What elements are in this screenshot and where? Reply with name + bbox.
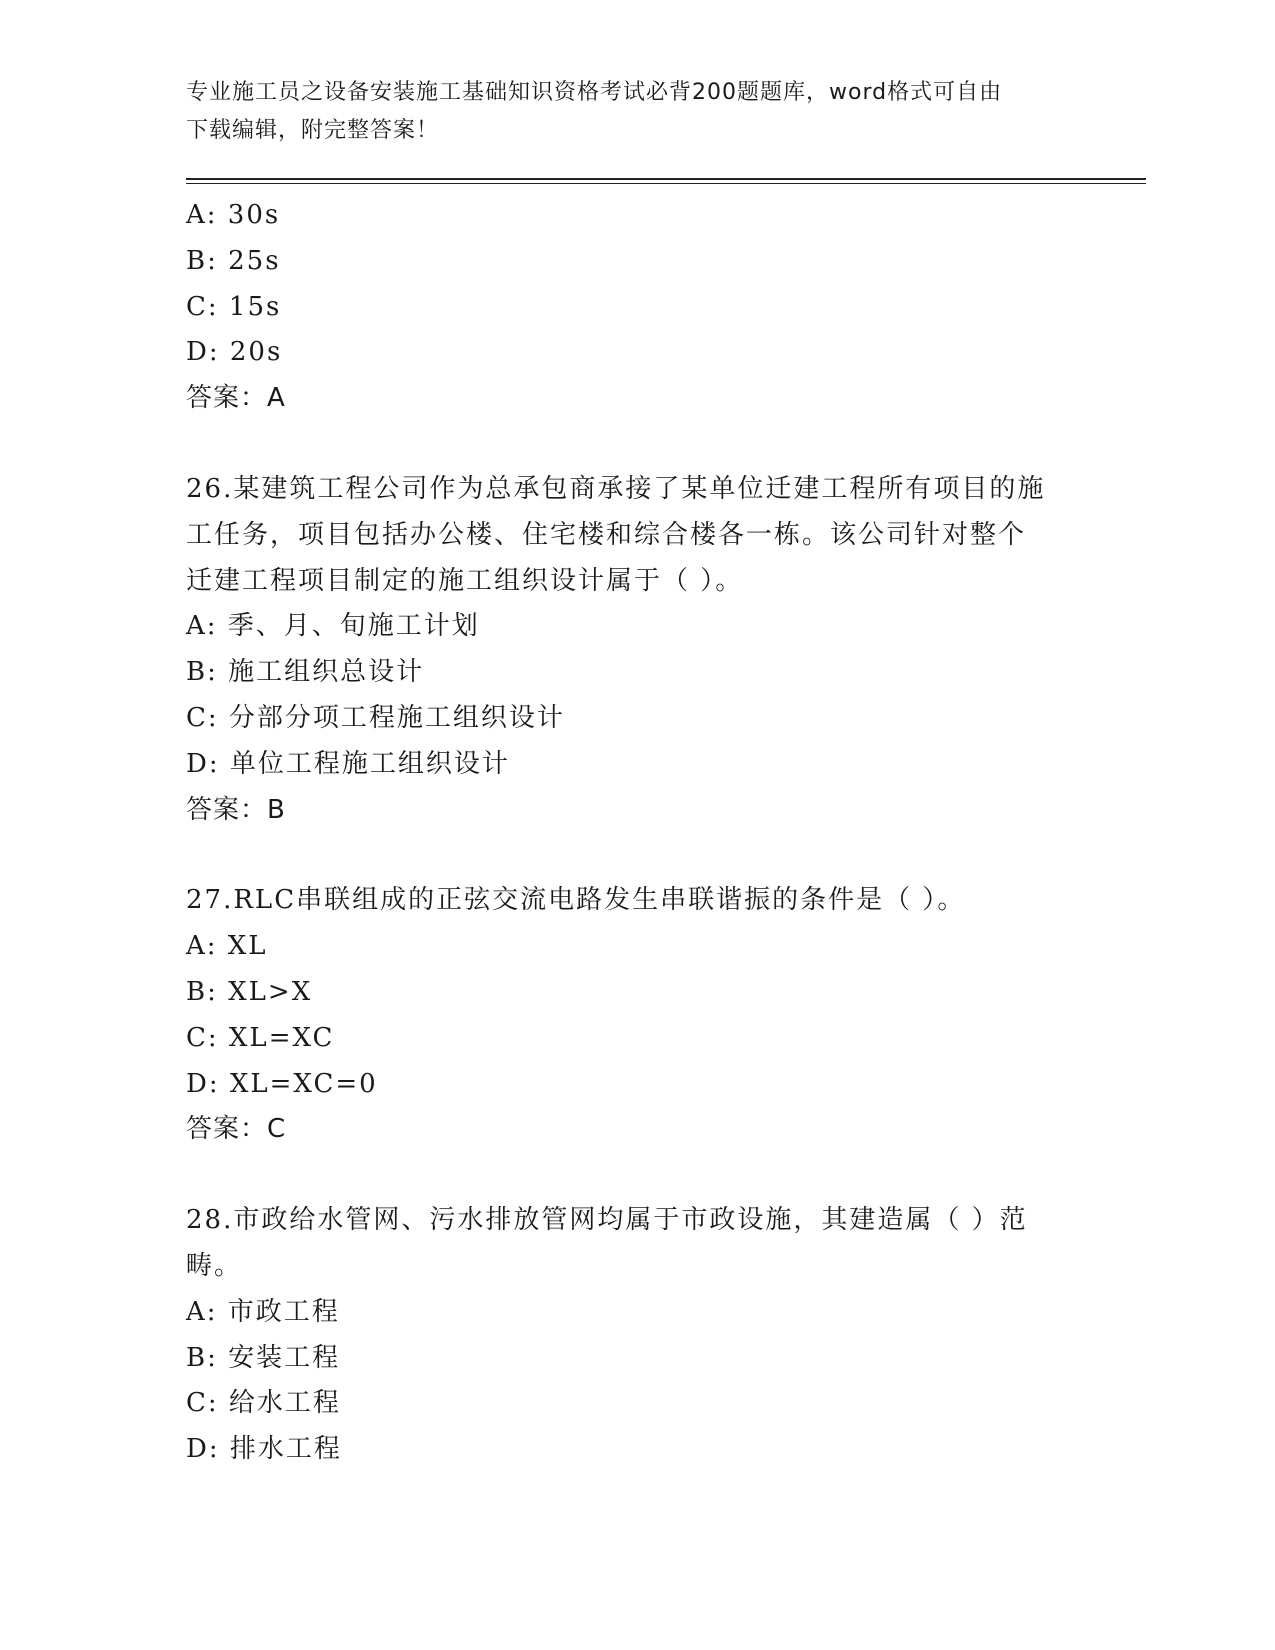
option-a: A: 30s bbox=[186, 200, 281, 230]
option-d: D: 20s bbox=[186, 337, 283, 368]
header-line-1: 专业施工员之设备安装施工基础知识资格考试必背200题题库，word格式可自由 bbox=[186, 80, 1003, 105]
spacer bbox=[186, 422, 1086, 467]
option-b: B: 安装工程 bbox=[186, 1342, 341, 1373]
option-c: C: 给水工程 bbox=[186, 1388, 341, 1419]
question-25 bbox=[186, 193, 1086, 422]
option-d: D: XL=XC=0 bbox=[186, 1068, 378, 1099]
question-stem: 工任务，项目包括办公楼、住宅楼和综合楼各一栋。该公司针对整个 bbox=[186, 519, 1027, 550]
option-b: B: 25s bbox=[186, 245, 281, 276]
spacer bbox=[186, 1153, 1086, 1198]
answer: 答案：A bbox=[186, 383, 286, 414]
answer: 答案：C bbox=[186, 1114, 287, 1145]
question-stem: 畴。 bbox=[186, 1250, 243, 1281]
option-c: C: 分部分项工程施工组织设计 bbox=[186, 702, 565, 733]
option-b: B: XL>X bbox=[186, 976, 313, 1007]
header-divider-thick bbox=[186, 178, 1146, 180]
question-stem: 26.某建筑工程公司作为总承包商承接了某单位迁建工程所有项目的施 bbox=[186, 473, 1046, 504]
question-stem: 迁建工程项目制定的施工组织设计属于（ ）。 bbox=[186, 565, 744, 596]
option-d: D: 排水工程 bbox=[186, 1434, 342, 1465]
spacer bbox=[186, 833, 1086, 878]
header-divider-thin bbox=[186, 183, 1146, 184]
option-c: C: 15s bbox=[186, 291, 282, 322]
question-list bbox=[186, 193, 1086, 1473]
question-26 bbox=[186, 467, 1086, 833]
option-b: B: 施工组织总设计 bbox=[186, 657, 425, 688]
answer: 答案：B bbox=[186, 794, 286, 825]
option-a: A: XL bbox=[186, 931, 268, 962]
header-line-2: 下载编辑，附完整答案！ bbox=[186, 118, 440, 143]
option-c: C: XL=XC bbox=[186, 1022, 335, 1053]
question-stem: 28.市政给水管网、污水排放管网均属于市政设施，其建造属（ ）范 bbox=[186, 1205, 1028, 1236]
question-28 bbox=[186, 1198, 1086, 1473]
question-27 bbox=[186, 878, 1086, 1153]
option-a: A: 季、月、旬施工计划 bbox=[186, 611, 480, 642]
option-d: D: 单位工程施工组织设计 bbox=[186, 748, 510, 779]
document-header bbox=[186, 74, 1086, 150]
option-a: A: 市政工程 bbox=[186, 1296, 340, 1327]
question-stem: 27.RLC串联组成的正弦交流电路发生串联谐振的条件是（ ）。 bbox=[186, 885, 966, 916]
